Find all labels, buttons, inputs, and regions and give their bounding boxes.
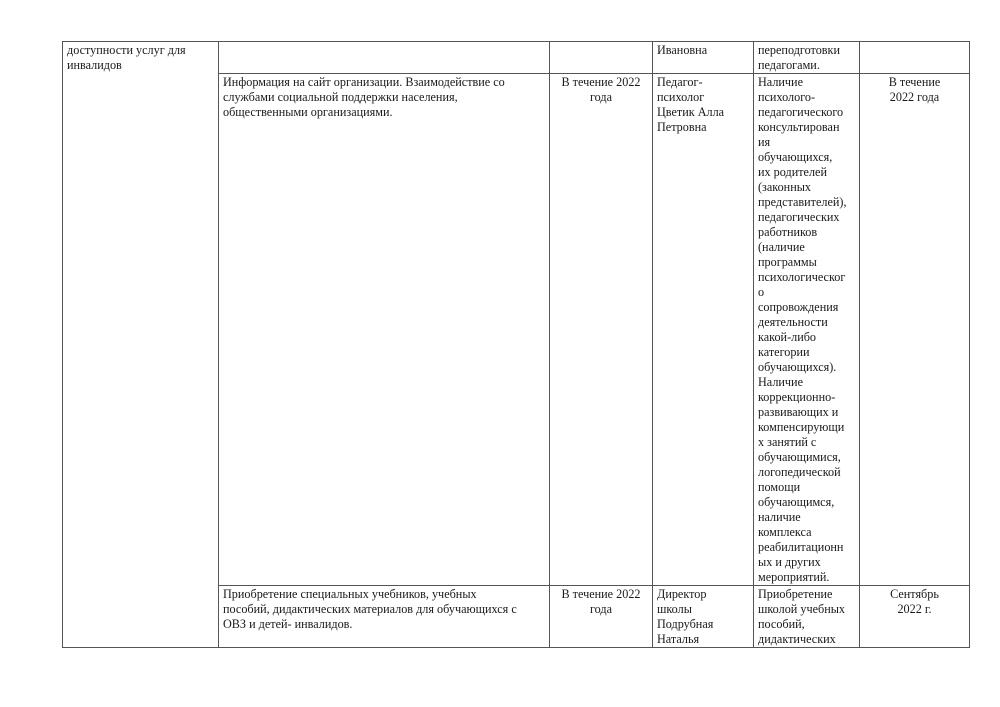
text-line: работников (758, 225, 818, 239)
text-line: психолог (657, 90, 705, 104)
text-line: представителей), (758, 195, 847, 209)
text-line: категории (758, 345, 810, 359)
text-line: программы (758, 255, 817, 269)
text-line: сопровождения (758, 300, 839, 314)
text-line: помощи (758, 480, 801, 494)
text-line: обучающихся, (758, 150, 833, 164)
text-line: Наличие (758, 375, 803, 389)
text-line: Информация на сайт организации. Взаимодействие со (223, 75, 505, 89)
text-line: ых и других (758, 555, 821, 569)
cell-measure (219, 586, 550, 648)
text-line: наличие (758, 510, 801, 524)
text-line: о (758, 285, 765, 299)
text-line: ия (758, 135, 771, 149)
text-line: инвалидов (67, 58, 122, 72)
cell-responsible (653, 74, 754, 586)
cell-measure (219, 74, 550, 586)
text-line: 2022 года (889, 90, 940, 104)
measures-table (62, 41, 970, 648)
text-line: обучающихся). (758, 360, 837, 374)
text-line: психологическог (758, 270, 846, 284)
cell-date (860, 586, 970, 648)
text-line: пособий, (758, 617, 805, 631)
text-line: Петровна (657, 120, 707, 134)
text-line: (наличие (758, 240, 805, 254)
text-line: х занятий с (758, 435, 817, 449)
text-line: доступности услуг для (67, 43, 186, 57)
text-line: коррекционно- (758, 390, 836, 404)
text-line: консультирован (758, 120, 840, 134)
cell-goal (63, 42, 219, 648)
text-line: Наталья (657, 632, 700, 646)
text-line: обучающимся, (758, 495, 835, 509)
cell-term (550, 74, 653, 586)
text-line: педагогических (758, 210, 840, 224)
text-line: логопедической (758, 465, 841, 479)
text-line: школы (657, 602, 692, 616)
text-line: Наличие (758, 75, 803, 89)
text-line: Цветик Алла (657, 105, 725, 119)
text-line: развивающих и (758, 405, 839, 419)
text-line: Сентябрь (890, 587, 939, 601)
text-line: общественными организациями. (223, 105, 393, 119)
text-line: (законных (758, 180, 812, 194)
cell-date (860, 74, 970, 586)
text-line: Ивановна (657, 43, 708, 57)
text-line: дидактических (758, 632, 836, 646)
text-line: Приобретение (758, 587, 833, 601)
cell-term (550, 586, 653, 648)
text-line: мероприятий. (758, 570, 830, 584)
text-line: В течение 2022 (561, 75, 641, 89)
text-line: Директор (657, 587, 707, 601)
text-line: Подрубная (657, 617, 714, 631)
cell-result (754, 74, 860, 586)
text-line: ОВЗ и детей- инвалидов. (223, 617, 353, 631)
text-line: обучающимися, (758, 450, 841, 464)
cell-responsible (653, 586, 754, 648)
cell-responsible (653, 42, 754, 74)
text-line: реабилитационн (758, 540, 844, 554)
text-line: пособий, дидактических материалов для обучающихся с (223, 602, 517, 616)
table-row (63, 42, 970, 74)
text-line: педагогами. (758, 58, 820, 72)
cell-result (754, 586, 860, 648)
text-line: 2022 г. (897, 602, 932, 616)
text-line: Педагог- (657, 75, 703, 89)
text-line: педагогического (758, 105, 844, 119)
text-line: школой учебных (758, 602, 846, 616)
text-line: года (589, 90, 613, 104)
cell-date (860, 42, 970, 74)
text-line: Приобретение специальных учебников, учебных (223, 587, 477, 601)
text-line: службами социальной поддержки населения, (223, 90, 458, 104)
cell-term (550, 42, 653, 74)
text-line: В течение (888, 75, 941, 89)
text-line: деятельности (758, 315, 828, 329)
cell-measure (219, 42, 550, 74)
text-line: комплекса (758, 525, 812, 539)
text-line: какой-либо (758, 330, 817, 344)
text-line: их родителей (758, 165, 827, 179)
text-line: года (589, 602, 613, 616)
text-line: переподготовки (758, 43, 840, 57)
text-line: компенсирующи (758, 420, 845, 434)
cell-result (754, 42, 860, 74)
text-line: психолого- (758, 90, 816, 104)
text-line: В течение 2022 (561, 587, 641, 601)
